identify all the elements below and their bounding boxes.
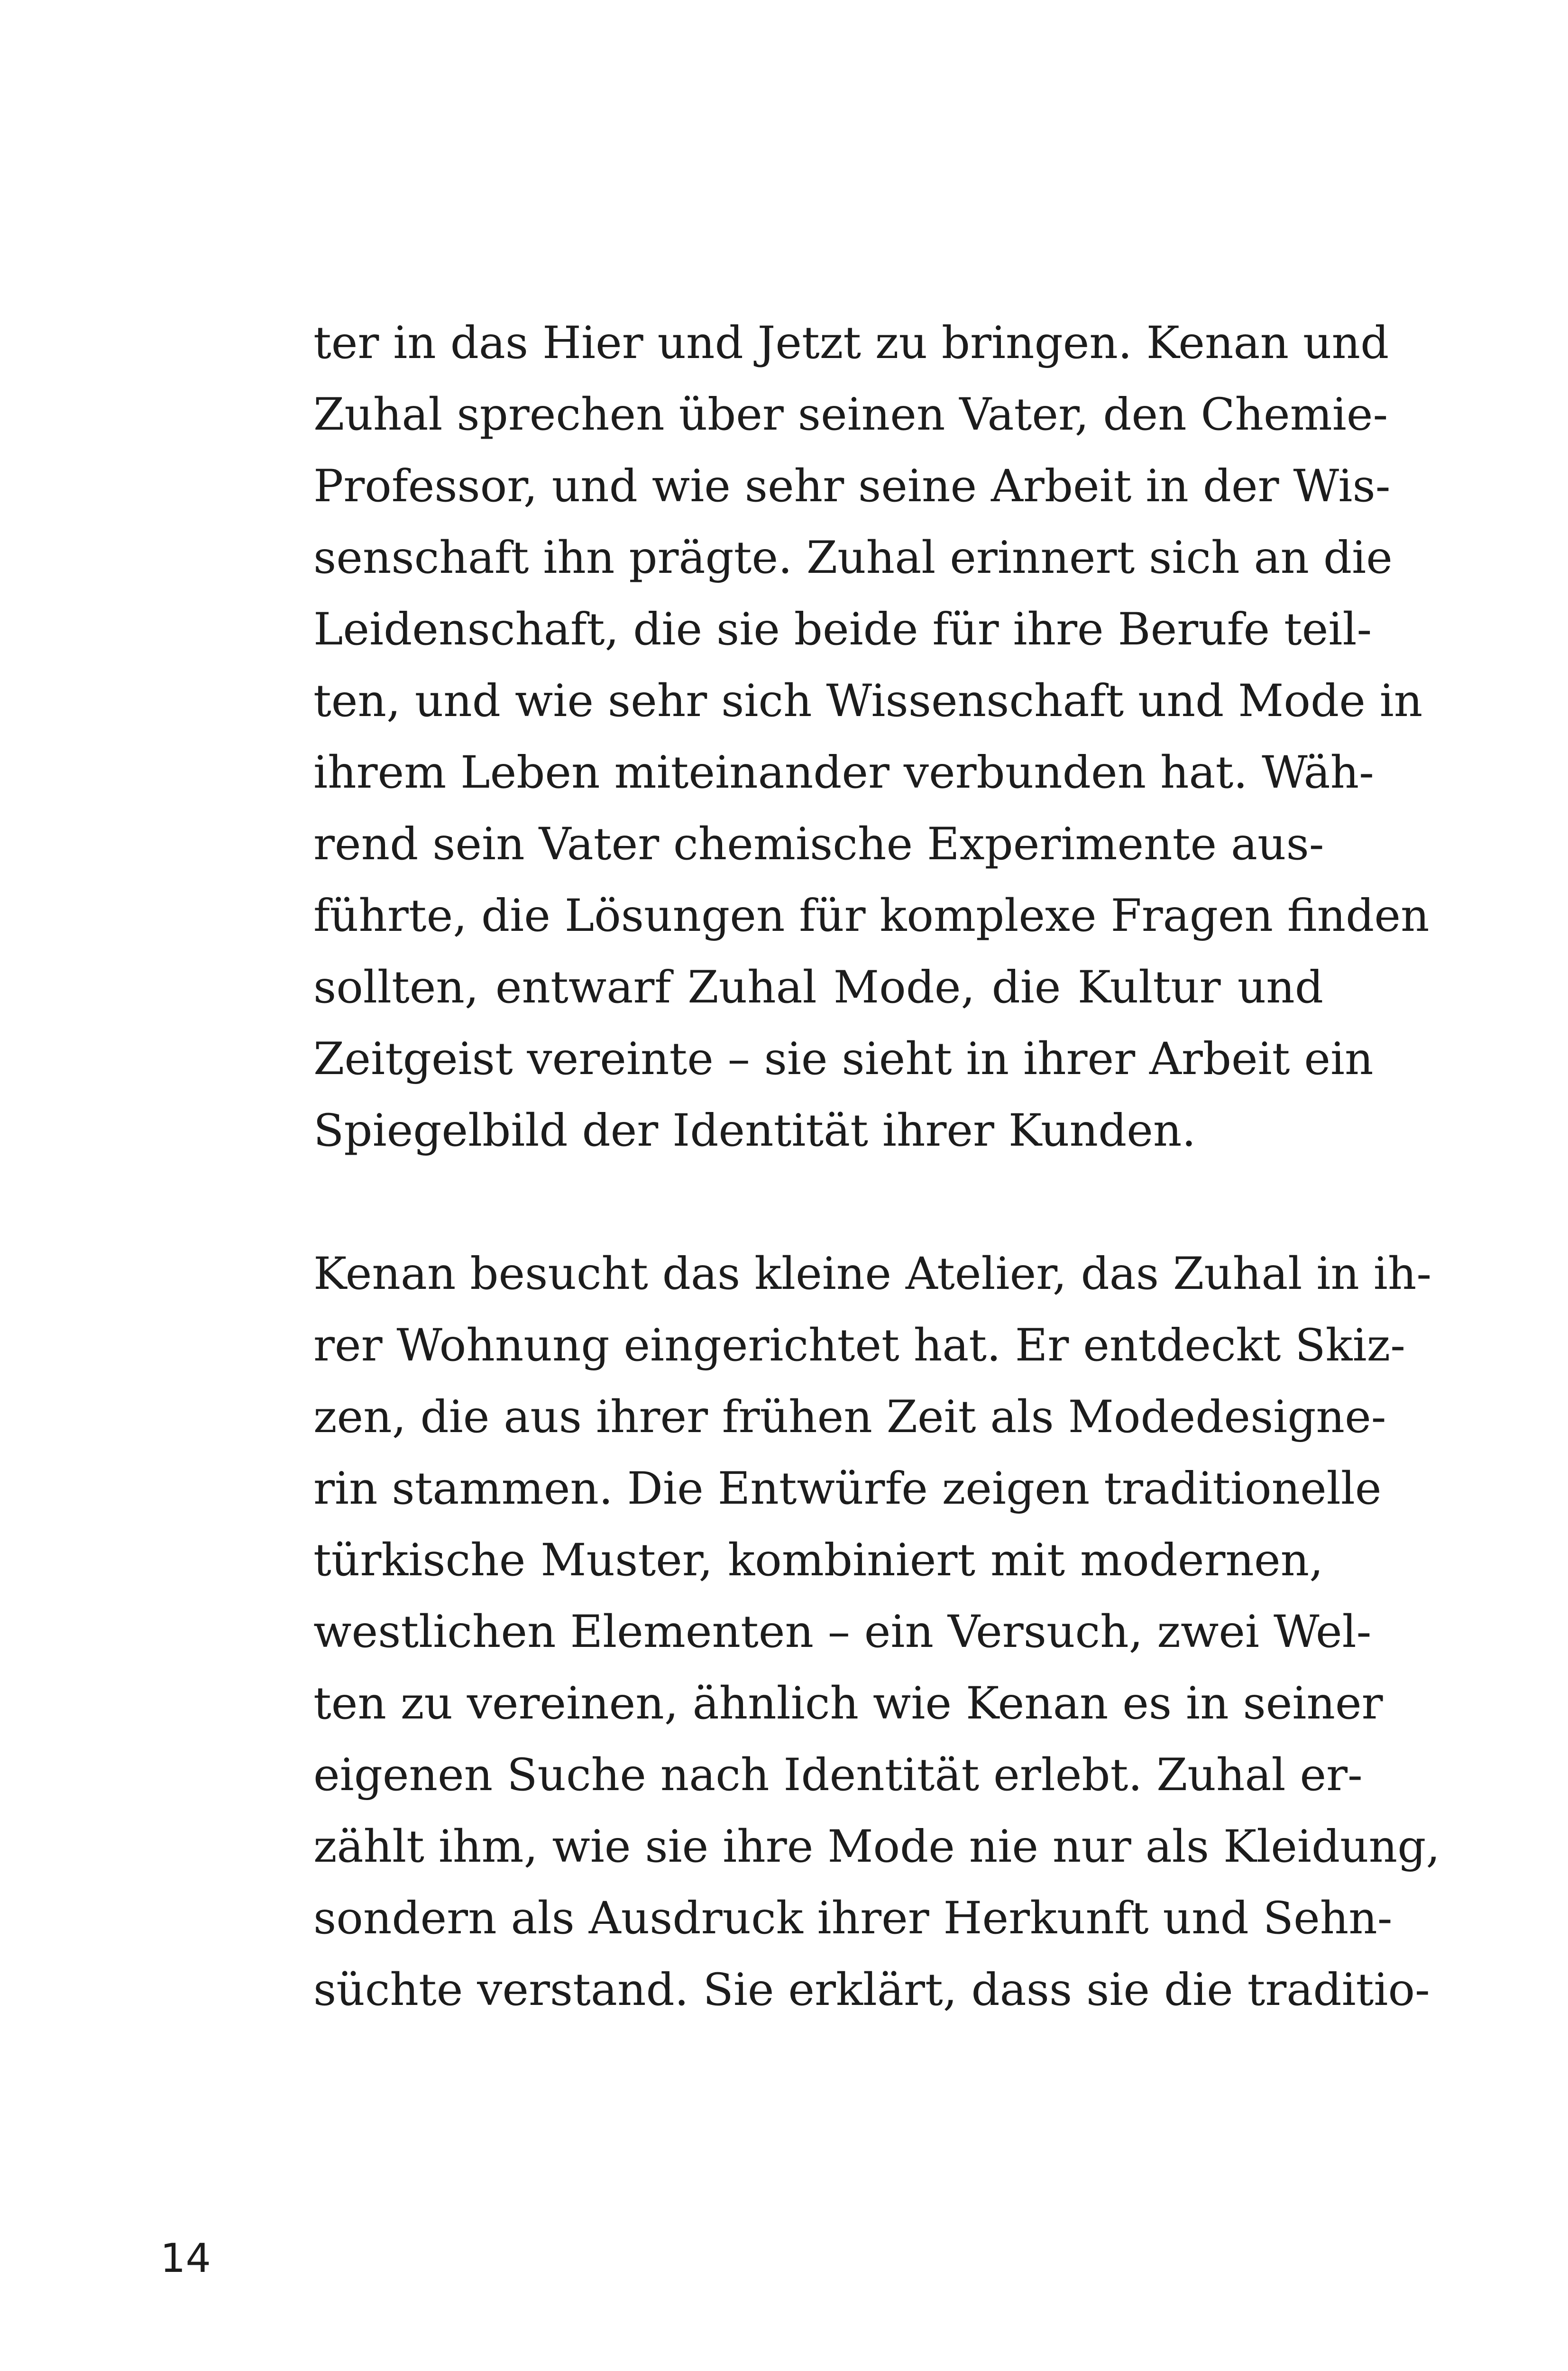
text-line: Zeitgeist vereinte – sie sieht in ihrer Arbeit ein xyxy=(313,1033,1374,1085)
paragraph-2 xyxy=(313,1238,1440,2026)
text-line: westlichen Elementen – ein Versuch, zwei Wel- xyxy=(313,1606,1372,1658)
text-line: senschaft ihn prägte. Zuhal erinnert sich an die xyxy=(313,532,1393,584)
text-line: ten, und wie sehr sich Wissenschaft und Mode in xyxy=(313,675,1423,727)
text-line: Spiegelbild der Identität ihrer Kunden. xyxy=(313,1105,1196,1157)
text-line: ihrem Leben miteinander verbunden hat. Wäh- xyxy=(313,747,1374,799)
text-line: rin stammen. Die Entwürfe zeigen traditionelle xyxy=(313,1463,1382,1515)
body-text xyxy=(313,307,1440,2026)
text-line: rend sein Vater chemische Experimente aus- xyxy=(313,818,1324,870)
text-line: ten zu vereinen, ähnlich wie Kenan es in seiner xyxy=(313,1678,1383,1729)
text-line: rer Wohnung eingerichtet hat. Er entdeckt Skiz- xyxy=(313,1320,1405,1371)
text-line: ter in das Hier und Jetzt zu bringen. Kenan und xyxy=(313,317,1389,369)
text-line: Leidenschaft, die sie beide für ihre Berufe teil- xyxy=(313,604,1372,655)
text-line: Kenan besucht das kleine Atelier, das Zuhal in ih- xyxy=(313,1248,1432,1300)
text-line: sollten, entwarf Zuhal Mode, die Kultur und xyxy=(313,962,1323,1013)
text-line: eigenen Suche nach Identität erlebt. Zuhal er- xyxy=(313,1749,1363,1801)
text-line: Zuhal sprechen über seinen Vater, den Chemie- xyxy=(313,389,1388,441)
text-line: süchte verstand. Sie erklärt, dass sie die traditio- xyxy=(313,1964,1430,2016)
paragraph-1 xyxy=(313,307,1430,1167)
text-line: zählt ihm, wie sie ihre Mode nie nur als Kleidung, xyxy=(313,1821,1440,1873)
text-line: sondern als Ausdruck ihrer Herkunft und Sehn- xyxy=(313,1893,1393,1944)
text-line: türkische Muster, kombiniert mit modernen, xyxy=(313,1535,1323,1586)
page-number: 14 xyxy=(160,2235,211,2281)
paragraph-gap xyxy=(313,1167,1323,1238)
text-line: zen, die aus ihrer frühen Zeit als Modedesigne- xyxy=(313,1391,1386,1443)
text-line: führte, die Lösungen für komplexe Fragen finden xyxy=(313,890,1430,942)
text-line: Professor, und wie sehr seine Arbeit in der Wis- xyxy=(313,460,1391,512)
